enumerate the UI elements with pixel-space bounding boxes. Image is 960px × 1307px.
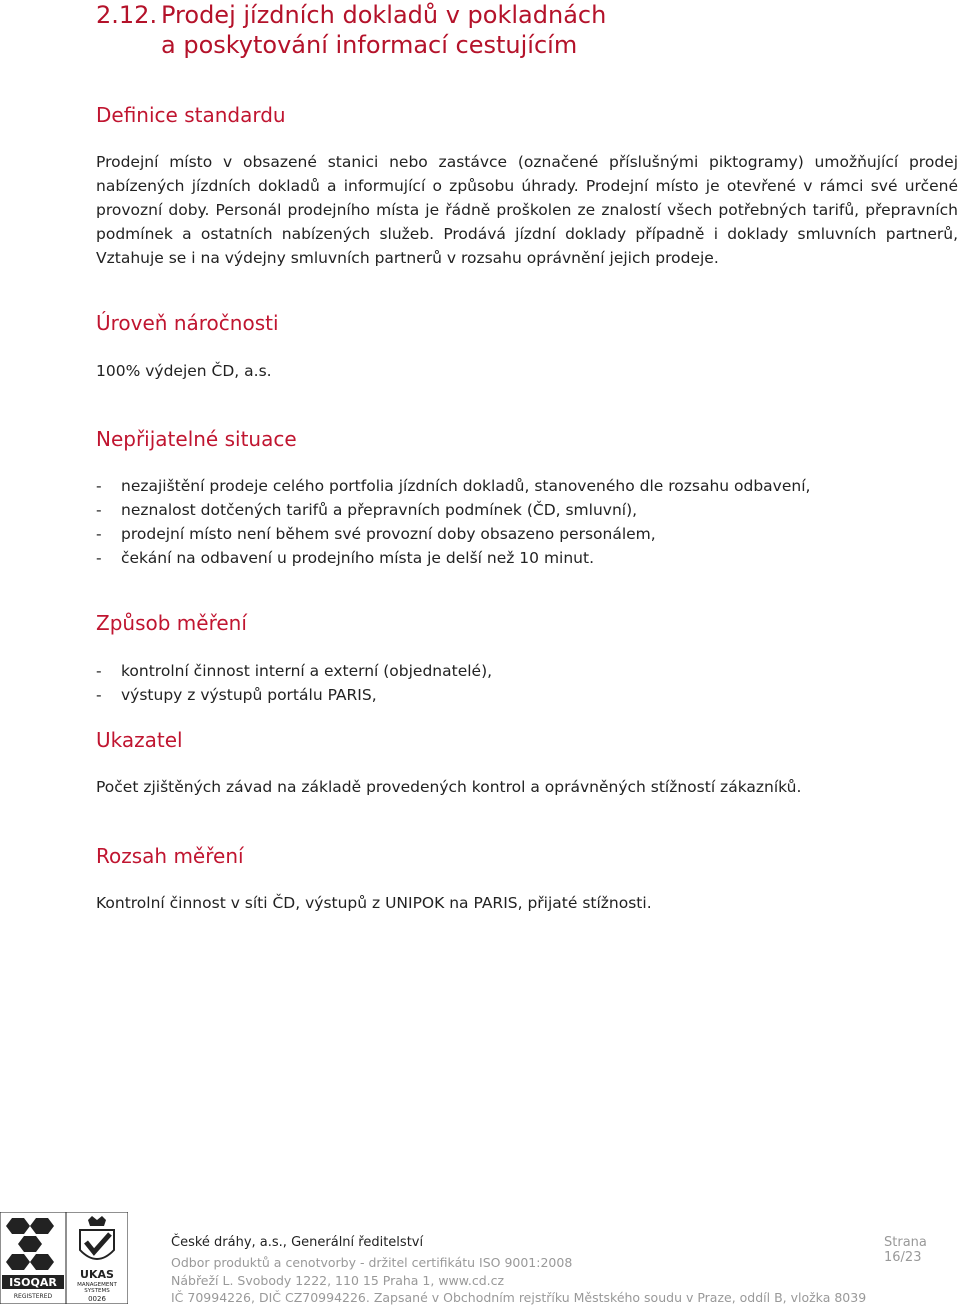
uroven-text: 100% výdejen ČD, a.s. bbox=[96, 362, 272, 380]
footer-organization: České dráhy, a.s., Generální ředitelství bbox=[171, 1235, 424, 1250]
ukas-wordmark: UKAS bbox=[80, 1268, 114, 1281]
list-item: - výstupy z výstupů portálu PARIS, bbox=[96, 686, 377, 704]
list-item: - neznalost dotčených tarifů a přepravních podmínek (ČD, smluvní), bbox=[96, 501, 638, 519]
zpusob-heading: Způsob měření bbox=[96, 611, 247, 635]
page-title-line2: a poskytování informací cestujícím bbox=[161, 31, 578, 59]
nepr-list bbox=[96, 474, 810, 570]
footer-department: Odbor produktů a cenotvorby - držitel certifikátu ISO 9001:2008 bbox=[171, 1255, 573, 1270]
svg-text:0026: 0026 bbox=[88, 1295, 106, 1303]
page-title-line1: Prodej jízdních dokladů v pokladnách bbox=[161, 1, 607, 29]
definice-heading: Definice standardu bbox=[96, 103, 286, 127]
definice-text: Prodejní místo v obsazené stanici nebo zastávce (označené příslušnými piktogramy) umožňující prodej nabízených jízdních dokladů a informující o způsobu úhrady. Prodejní místo je otevřené v rámci své určené provozní doby. Personál prodejního místa je řádně proškolen ze znalostí všech potřebných tarifů, přepravních podmínek a ostatních nabízených služeb. Prodává jízdní doklady případně i doklady smluvních partnerů, Vztahuje se i na výdejny smluvních partnerů v rozsahu oprávnění jejich prodeje. bbox=[96, 153, 958, 267]
svg-text:MANAGEMENT: MANAGEMENT bbox=[77, 1282, 117, 1288]
isoqar-wordmark: ISOQAR bbox=[9, 1276, 57, 1289]
nepr-heading: Nepřijatelné situace bbox=[96, 427, 297, 451]
section-number: 2.12. bbox=[96, 1, 158, 29]
ukas-logo bbox=[66, 1212, 128, 1304]
list-item: - čekání na odbavení u prodejního místa je delší než 10 minut. bbox=[96, 549, 595, 567]
page-title bbox=[161, 0, 606, 60]
ukazatel-text: Počet zjištěných závad na základě provedených kontrol a oprávněných stížností zákazníků. bbox=[96, 778, 802, 796]
list-item: - prodejní místo není během své provozní doby obsazeno personálem, bbox=[96, 525, 656, 543]
list-item: - kontrolní činnost interní a externí (objednatelé), bbox=[96, 662, 493, 680]
isoqar-logo bbox=[0, 1212, 66, 1304]
rozsah-heading: Rozsah měření bbox=[96, 844, 244, 868]
svg-text:SYSTEMS: SYSTEMS bbox=[84, 1288, 110, 1294]
isoqar-subtext: REGISTERED bbox=[13, 1293, 53, 1300]
footer-registration: IČ 70994226, DIČ CZ70994226. Zapsané v Obchodním rejstříku Městského soudu v Praze, oddíl B, vložka 8039 bbox=[171, 1290, 867, 1305]
footer-page-number: Strana 16/23 bbox=[884, 1235, 927, 1265]
uroven-heading: Úroveň náročnosti bbox=[96, 311, 279, 335]
rozsah-text: Kontrolní činnost v síti ČD, výstupů z UNIPOK na PARIS, přijaté stížnosti. bbox=[96, 894, 652, 912]
footer-address: Nábřeží L. Svobody 1222, 110 15 Praha 1, www.cd.cz bbox=[171, 1273, 505, 1288]
ukazatel-heading: Ukazatel bbox=[96, 728, 183, 752]
zpusob-list bbox=[96, 659, 492, 707]
list-item: - nezajištění prodeje celého portfolia jízdních dokladů, stanoveného dle rozsahu odbavení, bbox=[96, 477, 811, 495]
